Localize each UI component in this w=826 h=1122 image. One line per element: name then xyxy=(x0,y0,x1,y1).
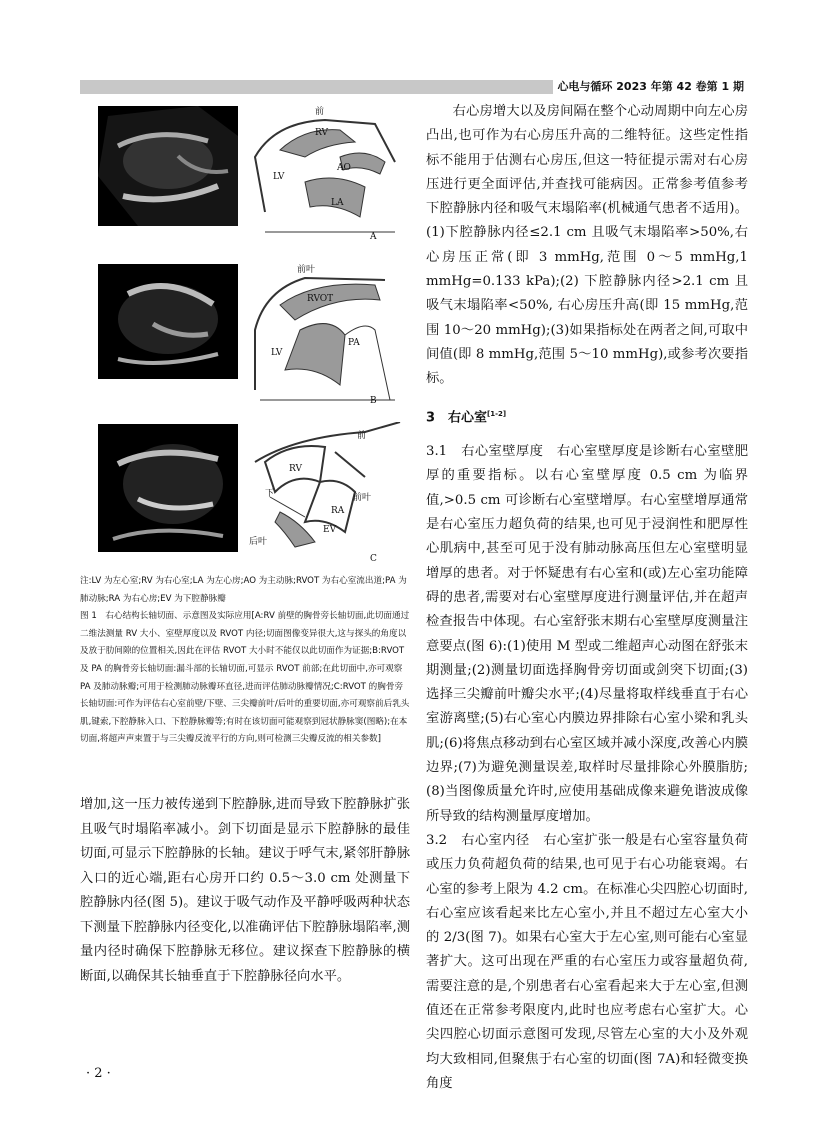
label-rv-a: RV xyxy=(315,128,328,138)
label-rear-leaflet-c: 后叶 xyxy=(249,537,268,547)
label-lv-b: LV xyxy=(271,348,283,358)
ultrasound-image-a xyxy=(98,106,238,226)
panel-letter-a: A xyxy=(370,232,377,242)
label-top-a: 前 xyxy=(315,107,325,117)
label-lv-a: LV xyxy=(273,172,285,182)
section-title: 3 右心室 xyxy=(426,409,488,425)
figure-1 xyxy=(80,102,410,572)
right-paragraph-1: 右心房增大以及房间隔在整个心动周期中向左心房凸出,也可作为右心房压升高的二维特征。这些定性指标不能用于估测右心房压,但这一特征提示需对右心房压进行更全面评估,并查找可能病因。正常参考值参考下腔静脉内径和吸气末塌陷率(机械通气患者不适用)。(1)下腔静脉内径≤2.1 cm 且吸气末塌陷率>50%,右心房压正常(即 3 mmHg,范围 0～5 mmHg,1 mmHg=0.133 kPa);(2) 下腔静脉内径>2.1 cm 且吸气末塌陷率<50%, 右心房压升高(即 15 mmHg,范围 10～20 mmHg);(3)如果指标处在两者之间,可取中间值(即 8 mmHg,范围 5～10 mmHg),或参考次要指标。 xyxy=(426,104,748,387)
label-ra-c: RA xyxy=(331,506,345,516)
section-heading xyxy=(426,402,748,431)
label-below-c: 下 xyxy=(265,489,275,499)
figure-note: 注:LV 为左心室;RV 为右心室;LA 为左心房;AO 为主动脉;RVOT 为右心室流出道;PA 为肺动脉;RA 为右心房;EV 为下腔静脉瓣 xyxy=(80,576,407,604)
figure-caption-block xyxy=(80,573,410,749)
page-number: · 2 · xyxy=(86,1066,111,1081)
label-rv-c: RV xyxy=(289,464,302,474)
label-rvot-b: RVOT xyxy=(307,294,334,304)
label-la-a: LA xyxy=(331,198,344,208)
label-ao-a: AO xyxy=(337,163,351,173)
left-column-text xyxy=(80,793,410,989)
section-reference: [1-2] xyxy=(487,409,507,418)
ultrasound-image-c xyxy=(98,424,238,552)
label-ev-c: EV xyxy=(323,525,337,535)
label-top-c: 前 xyxy=(357,431,367,441)
left-paragraph: 增加,这一压力被传递到下腔静脉,进而导致下腔静脉扩张且吸气时塌陷率减小。剑下切面是显示下腔静脉的最佳切面,可显示下腔静脉的长轴。建议于呼气末,紧邻肝静脉入口的近心端,距右心房开口约 0.5～3.0 cm 处测量下腔静脉内径(图 5)。建议于吸气动作及平静呼吸两种状态下测量下腔静脉内径变化,以准确评估下腔静脉塌陷率,测量内径时确保下腔静脉无移位。建议探查下腔静脉的横断面,以确保其长轴垂直于下腔静脉径向水平。 xyxy=(80,797,410,984)
diagram-b xyxy=(245,260,405,410)
label-top-b: 前叶 xyxy=(297,265,316,275)
panel-letter-b: B xyxy=(370,396,377,406)
figure-caption: 图 1 右心结构长轴切面、示意图及实际应用[A:RV 前壁的胸骨旁长轴切面,此切面通过二维法测量 RV 大小、室壁厚度以及 RVOT 内径;切面图像变异很大,这与探头的角度以及放于肋间隙的位置相关,因此在评估 RVOT 大小时不能仅以此切面作为证据;B:RVOT 及 PA 的胸骨旁长轴切面:漏斗部的长轴切面,可显示 RVOT 前部;在此切面中,亦可观察 PA 及肺动脉瓣;可用于检测肺动脉瓣环直径,进而评估肺动脉瓣情况;C:RVOT 的胸骨旁长轴切面:可作为评估右心室前壁/下壁、三尖瓣前叶/后叶的重要切面,亦可观察前后乳头肌,键索,下腔静脉入口、下腔静脉瓣等;有时在该切面可能观察到冠状静脉窦(图略);在本切面,将超声声束置于与三尖瓣反流平行的方向,则可检测三尖瓣反流的相关参数] xyxy=(80,611,410,745)
journal-header: 心电与循环 2023 年第 42 卷第 1 期 xyxy=(553,78,748,94)
ultrasound-image-b xyxy=(98,264,238,379)
right-column-text xyxy=(426,100,748,1096)
label-front-leaflet-c: 前叶 xyxy=(353,493,372,503)
label-pa-b: PA xyxy=(348,338,360,348)
right-paragraph-3: 3.2 右心室内径 右心室扩张一般是右心室容量负荷或压力负荷超负荷的结果,也可见于右心功能衰竭。右心室的参考上限为 4.2 cm。在标准心尖四腔心切面时,右心室应该看起来比左心室小,并且不超过左心室大小的 2/3(图 7)。如果右心室大于左心室,则可能右心室显著扩大。这可出现在严重的右心室压力或容量超负荷,需要注意的是,个别患者右心室看起来大于左心室,但测值还在正常参考限度内,此时也应考虑右心室扩大。心尖四腔心切面示意图可发现,尽管左心室的大小及外观均大致相同,但聚焦于右心室的切面(图 7A)和轻微变换角度 xyxy=(426,832,748,1091)
diagram-a xyxy=(245,102,405,247)
right-paragraph-2: 3.1 右心室壁厚度 右心室壁厚度是诊断右心室壁肥厚的重要指标。以右心室壁厚度 0.5 cm 为临界值,>0.5 cm 可诊断右心室壁增厚。右心室壁增厚通常是右心室压力超负荷的结果,也可见于浸润性和肥厚性心肌病中,甚至可见于没有肺动脉高压但左心室壁明显增厚的患者。对于怀疑患有右心室和(或)左心室功能障碍的患者,需要对右心室壁厚度进行测量评估,并在超声检查报告中体现。右心室舒张末期右心室壁厚度测量注意要点(图 6):(1)使用 M 型或二维超声心动图在舒张末期测量;(2)测量切面选择胸骨旁切面或剑突下切面;(3)选择三尖瓣前叶瓣尖水平;(4)尽量将取样线垂直于右心室游离壁;(5)右心室心内膜边界排除右心室小梁和乳头肌;(6)将焦点移动到右心室区域并减小深度,改善心内膜边界;(7)为避免测量误差,取样时尽量排除心外膜脂肪;(8)当图像质量允许时,应使用基础成像来避免谐波成像所导致的结构测量厚度增加。 xyxy=(426,444,748,824)
panel-letter-c: C xyxy=(370,554,377,564)
diagram-c xyxy=(245,422,405,567)
